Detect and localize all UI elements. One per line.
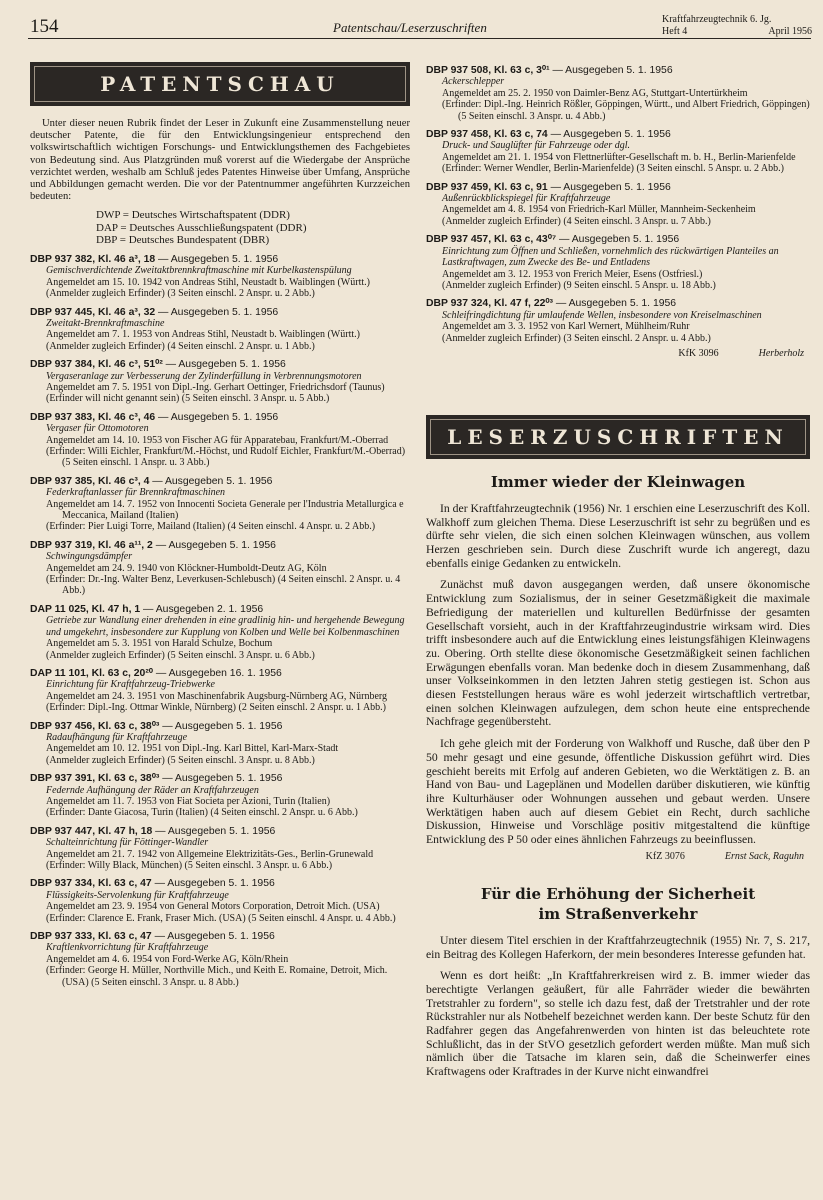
patent-detail: (Erfinder: Werner Wendler, Berlin-Marienfelde) (3 Seiten einschl. 5 Anspr. u. 2 Abb.) (442, 163, 784, 175)
patent-detail: (Erfinder: Willi Eichler, Frankfurt/M.-Höchst, und Rudolf Eichler, Frankfurt/M.-Oberrad) (5 Seiten einschl. 1 Anspr. u. 3 Abb.) (46, 446, 406, 469)
patent-detail: (Anmelder zugleich Erfinder) (5 Seiten einschl. 3 Anspr. u. 6 Abb.) (46, 649, 315, 661)
patent-title: Federkraftanlasser für Brennkraftmaschinen (46, 487, 226, 499)
patent-list-left (30, 254, 410, 988)
patent-issue-date: — Ausgegeben 2. 1. 1956 (143, 603, 264, 615)
patent-entry (30, 604, 410, 661)
patent-detail: (Anmelder zugleich Erfinder) (5 Seiten einschl. 3 Anspr. u. 8 Abb.) (46, 754, 315, 766)
patent-number: DBP 937 458, Kl. 63 c, 74 (426, 129, 548, 141)
patent-detail: Angemeldet am 3. 12. 1953 von Frerich Meier, Esens (Ostfriesl.) (442, 268, 703, 280)
patent-detail: Angemeldet am 24. 9. 1940 von Klöckner-Humboldt-Deutz AG, Köln (46, 562, 327, 574)
patent-detail: Angemeldet am 3. 3. 1952 von Karl Wernert, Mühlheim/Ruhr (442, 321, 690, 333)
patent-detail: Angemeldet am 25. 2. 1950 von Daimler-Benz AG, Stuttgart-Untertürkheim (442, 87, 748, 99)
patent-number: DBP 937 324, Kl. 47 f, 22⁰³ (426, 298, 553, 310)
patent-detail: Angemeldet am 14. 10. 1953 von Fischer AG für Apparatebau, Frankfurt/M.-Oberrad (46, 434, 389, 446)
patent-detail: Angemeldet am 10. 12. 1951 von Dipl.-Ing. Karl Bittel, Karl-Marx-Stadt (46, 743, 339, 755)
patent-entry (30, 931, 410, 988)
patent-header (30, 412, 410, 423)
patent-title: Einrichtung für Kraftfahrzeug-Triebwerke (46, 679, 215, 691)
patent-signature (426, 348, 810, 359)
patent-detail: (Erfinder: Dr.-Ing. Walter Benz, Leverkusen-Schlebusch) (4 Seiten einschl. 2 Anspr. u. 4 Abb.) (46, 574, 401, 597)
signature-author: Herberholz (758, 347, 804, 359)
patent-entry (30, 878, 410, 924)
abbreviation-list (96, 209, 410, 247)
patent-number: DBP 937 385, Kl. 46 c³, 4 (30, 475, 150, 487)
patent-issue-date: — Ausgegeben 5. 1. 1956 (158, 411, 279, 423)
patent-header (30, 540, 410, 551)
header-rule (28, 38, 811, 39)
patent-issue-date: — Ausgegeben 5. 1. 1956 (158, 253, 279, 265)
patent-issue-date: — Ausgegeben 16. 1. 1956 (155, 667, 282, 679)
patent-issue-date: — Ausgegeben 5. 1. 1956 (158, 306, 279, 318)
article-paragraph: Zunächst muß davon ausgegangen werden, daß unsere ökonomische Entwicklung zum Sozialismus, der in seiner Gesetzmäßigkeit die maximale Befriedigung der materiellen und kulturellen Bedürfnisse der gesamten Gesellschaft vorsieht, auch in der Kraftfahrzeugindustrie wirksam wird. Dies trifft insbesondere auch auf die Entwicklung eines leistungsfähigen Kleinwagens zu. Obering. Orth stellte diese ökonomische Gesetzmäßigkeit seinen fachlichen Erwägungen ebenfalls voran. Man bedenke doch in diesem Zusammenhang, daß unser Volkseinkommen in den letzten Jahren stetig gestiegen ist. Schon aus diesen Feststellungen heraus wäre es wohl jederzeit wirtschaftlich vertretbar, einen solchen Kleinwagen aufzulegen, dem schon heute eine entsprechende Nachfrage gegenübersteht. (426, 578, 810, 729)
patent-detail: (Erfinder: Willy Black, München) (5 Seiten einschl. 3 Anspr. u. 6 Abb.) (46, 860, 333, 872)
patent-title: Flüssigkeits-Servolenkung für Kraftfahrzeuge (46, 889, 229, 901)
article-paragraph: Ich gehe gleich mit der Forderung von Walkhoff und Rusche, daß über den P 50 mehr gesagt und eine gesunde, öffentliche Diskussion geführt wird. Dies geschieht bereits mit Erfolg auf anderen Gebieten, wo die Werktätigen z. B. an Hand von Bau- und Lageplänen und Modellen darüber diskutieren, wie künftig ihre Kulturhäuser oder Wohnungen aussehen und gebaut werden. Unsere Werktätigen haben auch auf diesem Gebiet ein Recht, durch sachliche Diskussion, Hinweise und Vorschläge positiv mitgestaltend die künftige Entwicklung des P 50 oder eines ähnlichen Fahrzeugs zu beeinflussen. (426, 737, 810, 847)
patent-detail: Angemeldet am 7. 5. 1951 von Dipl.-Ing. Gerhart Oettinger, Friedrichsdorf (Taunus) (46, 381, 385, 393)
patent-detail: Angemeldet am 4. 6. 1954 von Ford-Werke AG, Köln/Rhein (46, 953, 289, 965)
abbreviation-item: DBP = Deutsches Bundespatent (DBR) (96, 234, 270, 247)
patent-title: Vergaser für Ottomotoren (46, 423, 149, 435)
patent-header (30, 668, 410, 679)
article-paragraph: Unter diesem Titel erschien in der Kraftfahrzeugtechnik (1955) Nr. 7, S. 217, ein Beitrag des Kollegen Haferkorn, der mein besonderes Interesse gefunden hat. (426, 933, 810, 961)
patent-detail: (Erfinder: Dipl.-Ing. Heinrich Rößler, Göppingen, Württ., und Albert Friedrich, Göppingen) (5 Seiten einschl. 3 Anspr. u. 4 Abb.) (442, 99, 810, 122)
patent-number: DAP 11 101, Kl. 63 c, 20²⁰ (30, 667, 153, 679)
patent-detail: Angemeldet am 7. 1. 1953 von Andreas Stihl, Neustadt b. Waiblingen (Württ.) (46, 329, 360, 341)
article-paragraph: Wenn es dort heißt: „In Kraftfahrerkreisen wird z. B. immer wieder das berechtigte Verlangen geäußert, für alle Fahrräder wieder die bewährten Tretstrahler zu fordern", so stelle ich dazu fest, daß der Tretstrahler und der rote Rückstrahler nur als Notbehelf bezeichnet werden kann. Der beste Schutz für den Radfahrer gegen das Angefahrenwerden von hinten ist das beleuchtete rote Schlußlicht, das in der StVO gesetzlich gefordert werden müßte. Man muß sich nämlich über die Tatsache im klaren sein, daß die Scheinwerfer eines Kraftwagens oder Kraftrades in der Kurve nicht einwandfrei (426, 969, 810, 1079)
patent-header (30, 878, 410, 889)
patent-entry (30, 359, 410, 405)
patent-number: DBP 937 319, Kl. 46 a¹¹, 2 (30, 539, 153, 551)
patent-detail: (Anmelder zugleich Erfinder) (4 Seiten einschl. 2 Anspr. u. 1 Abb.) (46, 340, 315, 352)
right-column (426, 58, 810, 1079)
patent-header (30, 307, 410, 318)
patent-header (30, 931, 410, 942)
signature-code: KfK 3096 (678, 347, 719, 359)
patent-number: DBP 937 383, Kl. 46 c³, 46 (30, 411, 156, 423)
patent-title: Vergaseranlage zur Verbesserung der Zylinderfüllung in Verbrennungsmotoren (46, 370, 362, 382)
patent-issue-date: — Ausgegeben 5. 1. 1956 (559, 234, 680, 246)
section-title: Patentschau/Leserzuschriften (333, 20, 487, 35)
patentschau-banner: PATENTSCHAU (30, 62, 410, 106)
patent-detail: Angemeldet am 23. 9. 1954 von General Motors Corporation, Detroit Mich. (USA) (46, 901, 380, 913)
article-body (426, 934, 810, 1079)
patent-header (30, 721, 410, 732)
patent-detail: (Anmelder zugleich Erfinder) (9 Seiten einschl. 5 Anspr. u. 18 Abb.) (442, 279, 716, 291)
patent-header (30, 604, 410, 615)
patent-title: Gemischverdichtende Zweitaktbrennkraftmaschine mit Kurbelkastenspülung (46, 265, 352, 277)
journal-name: Kraftfahrzeugtechnik 6. Jg. (662, 14, 772, 25)
patent-detail: Angemeldet am 21. 1. 1954 von Flettnerlüfter-Gesellschaft m. b. H., Berlin-Marienfelde (442, 151, 796, 163)
patent-entry (30, 826, 410, 872)
article-title: Immer wieder der Kleinwagen (490, 472, 746, 491)
issue-number: Heft 4 (662, 26, 688, 37)
patent-header (30, 773, 410, 784)
abbreviation-item: DAP = Deutsches Ausschließungspatent (DDR) (96, 221, 307, 234)
patent-number: DAP 11 025, Kl. 47 h, 1 (30, 603, 141, 615)
patent-detail: Angemeldet am 5. 3. 1951 von Harald Schulze, Bochum (46, 638, 273, 650)
patent-entry (30, 254, 410, 300)
patent-issue-date: — Ausgegeben 5. 1. 1956 (154, 931, 275, 943)
left-column (30, 62, 410, 988)
patent-number: DBP 937 508, Kl. 63 c, 3⁰¹ (426, 65, 550, 76)
patent-issue-date: — Ausgegeben 5. 1. 1956 (154, 878, 275, 890)
patent-title: Schwingungsdämpfer (46, 551, 133, 563)
patent-header (30, 359, 410, 370)
patent-number: DBP 937 384, Kl. 46 c³, 51⁰² (30, 359, 163, 371)
patent-detail: (Erfinder will nicht genannt sein) (5 Seiten einschl. 3 Anspr. u. 5 Abb.) (46, 393, 330, 405)
patent-entry (30, 540, 410, 597)
patent-entry (30, 721, 410, 767)
patent-issue-date: — Ausgegeben 5. 1. 1956 (155, 539, 276, 551)
abbreviation-item: DWP = Deutsches Wirtschaftspatent (DDR) (96, 209, 290, 222)
patent-issue-date: — Ausgegeben 5. 1. 1956 (155, 825, 276, 837)
patent-detail: (Anmelder zugleich Erfinder) (3 Seiten einschl. 2 Anspr. u. 2 Abb.) (46, 288, 315, 300)
patent-title: Schleifringdichtung für umlaufende Wellen, insbesondere von Kreiselmaschinen (442, 309, 762, 321)
patent-title: Schalteinrichtung für Föttinger-Wandler (46, 837, 209, 849)
article-paragraph: In der Kraftfahrzeugtechnik (1956) Nr. 1 erschien eine Leserzuschrift des Koll. Walkhoff zum gleichen Thema. Diese Leserzuschrift ist sehr zu begrüßen und es dürfte sehr vielen, die sich einen solchen Kleinwagen wünschen, aus vollem Herzen geschrieben sein. Durch diese Zuschrift wurde ich angeregt, dazu ebenfalls einige Gedanken zu entwickeln. (426, 501, 810, 570)
page-number: 154 (30, 16, 59, 37)
patent-number: DBP 937 333, Kl. 63 c, 47 (30, 931, 152, 943)
patent-issue-date: — Ausgegeben 5. 1. 1956 (555, 298, 677, 310)
patent-issue-date: — Ausgegeben 5. 1. 1956 (550, 181, 671, 193)
patent-entry (426, 234, 810, 291)
patent-detail: (Anmelder zugleich Erfinder) (4 Seiten einschl. 3 Anspr. u. 7 Abb.) (442, 215, 711, 227)
patent-detail: Angemeldet am 21. 7. 1942 von Allgemeine Elektrizitäts-Ges., Berlin-Grunewald (46, 848, 374, 860)
patent-entry (426, 65, 810, 122)
article-title-line: im Straßenverkehr (538, 904, 698, 923)
patent-list-right (426, 65, 810, 344)
patent-entry (30, 307, 410, 353)
patent-header (426, 65, 810, 76)
patent-issue-date: — Ausgegeben 5. 1. 1956 (162, 773, 283, 785)
patent-detail: Angemeldet am 14. 7. 1952 von Innocenti Societa Generale per l'Industria Metallurgica e Meccanica, Mailand (Italien) (46, 498, 404, 522)
article-signature (426, 851, 810, 862)
patent-detail: (Erfinder: George H. Müller, Northville Mich., und Keith E. Romaine, Detroit, Mich. (USA) (5 Seiten einschl. 3 Anspr. u. 8 Abb.) (46, 965, 388, 988)
patent-number: DBP 937 445, Kl. 46 a³, 32 (30, 306, 156, 318)
patent-number: DBP 937 447, Kl. 47 h, 18 (30, 825, 153, 837)
journal-info (662, 14, 812, 38)
patent-title: Druck- und Sauglüfter für Fahrzeuge oder dgl. (442, 140, 631, 152)
patent-issue-date: — Ausgegeben 5. 1. 1956 (152, 475, 273, 487)
patent-entry (30, 476, 410, 533)
patent-issue-date: — Ausgegeben 5. 1. 1956 (552, 65, 673, 76)
patent-number: DBP 937 382, Kl. 46 a³, 18 (30, 253, 156, 265)
signature-author: Ernst Sack, Raguhn (724, 850, 804, 862)
patent-entry (426, 129, 810, 175)
patent-detail: Angemeldet am 4. 8. 1954 von Friedrich-Karl Müller, Mannheim-Seckenheim (442, 204, 756, 216)
patent-title: Einrichtung zum Öffnen und Schließen, vornehmlich des rückwärtigen Planteiles an Lastkraftwagen, zum Zwecke des Be- und Entladens (442, 245, 779, 269)
patent-header (30, 476, 410, 487)
patent-detail: Angemeldet am 15. 10. 1942 von Andreas Stihl, Neustadt b. Waiblingen (Württ.) (46, 276, 370, 288)
patent-header (426, 298, 810, 309)
patent-detail: (Erfinder: Clarence E. Frank, Fraser Mich. (USA) (5 Seiten einschl. 4 Anspr. u. 4 Abb.) (46, 912, 396, 924)
patent-detail: (Erfinder: Pier Luigi Torre, Mailand (Italien) (4 Seiten einschl. 4 Anspr. u. 2 Abb.) (46, 521, 376, 533)
patent-detail: (Erfinder: Dante Giacosa, Turin (Italien) (4 Seiten einschl. 2 Anspr. u. 6 Abb.) (46, 807, 358, 819)
patent-issue-date: — Ausgegeben 5. 1. 1956 (162, 720, 283, 732)
patent-entry (30, 412, 410, 469)
patent-title: Kraftlenkvorrichtung für Kraftfahrzeuge (46, 942, 209, 954)
patent-number: DBP 937 391, Kl. 63 c, 38⁰³ (30, 773, 160, 785)
patent-header (426, 182, 810, 193)
patent-issue-date: — Ausgegeben 5. 1. 1956 (550, 129, 671, 141)
patent-title: Zweitakt-Brennkraftmaschine (46, 317, 165, 329)
patent-entry (30, 773, 410, 819)
issue-date: April 1956 (768, 26, 812, 37)
patent-number: DBP 937 459, Kl. 63 c, 91 (426, 181, 548, 193)
patentschau-intro: Unter dieser neuen Rubrik findet der Leser in Zukunft eine Zusammenstellung neuer deutscher Patente, die für den Entwicklungsingenieur entsprechend den volkswirtschaftlich wichtigen Forschungs- und Entwicklungsthemen des Fachgebietes von Bedeutung sind. Aus Platzgründen muß vorerst auf die Wiedergabe der Ansprüche verzichtet werden, weshalb am Schluß jedes Patentes Hinweise über Umfang, Ansprüche und Abbildungen gemacht werden. Die vor der Patentnummer angeführten Kurzzeichen bedeuten: (30, 118, 410, 203)
patent-entry (426, 298, 810, 344)
patent-entry (30, 668, 410, 714)
article-title-line: Für die Erhöhung der Sicherheit (480, 884, 756, 903)
patent-entry (426, 182, 810, 228)
patent-detail: Angemeldet am 11. 7. 1953 von Fiat Societa per Azioni, Turin (Italien) (46, 795, 331, 807)
patent-issue-date: — Ausgegeben 5. 1. 1956 (165, 359, 286, 371)
patent-header (426, 129, 810, 140)
patent-title: Radaufhängung für Kraftfahrzeuge (46, 731, 188, 743)
patent-number: DBP 937 334, Kl. 63 c, 47 (30, 878, 152, 890)
patent-title: Getriebe zur Wandlung einer drehenden in eine gradlinig hin- und hergehende Bewegung und umgekehrt, insbesondere zur Kupplung von Kolben und Welle bei Kolbenmaschinen (46, 615, 405, 638)
patent-number: DBP 937 457, Kl. 63 c, 43⁰⁷ (426, 234, 557, 246)
patent-header (426, 234, 810, 245)
article-title (426, 884, 810, 924)
leserzuschriften-banner: LESERZUSCHRIFTEN (426, 415, 810, 459)
patent-header (30, 826, 410, 837)
patent-title: Außenrückblickspiegel für Kraftfahrzeuge (442, 193, 611, 205)
patent-detail: (Anmelder zugleich Erfinder) (3 Seiten einschl. 2 Anspr. u. 4 Abb.) (442, 332, 711, 344)
patent-detail: (Erfinder: Dipl.-Ing. Ottmar Winkle, Nürnberg) (2 Seiten einschl. 2 Anspr. u. 1 Abb.) (46, 702, 386, 714)
patent-number: DBP 937 456, Kl. 63 c, 38⁰³ (30, 720, 160, 732)
patent-title: Ackerschlepper (442, 76, 505, 88)
signature-code: KfZ 3076 (645, 850, 685, 862)
article-body (426, 502, 810, 847)
patent-detail: Angemeldet am 24. 3. 1951 von Maschinenfabrik Augsburg-Nürnberg AG, Nürnberg (46, 690, 388, 702)
patent-header (30, 254, 410, 265)
patent-title: Federnde Aufhängung der Räder an Kraftfahrzeugen (46, 784, 259, 796)
